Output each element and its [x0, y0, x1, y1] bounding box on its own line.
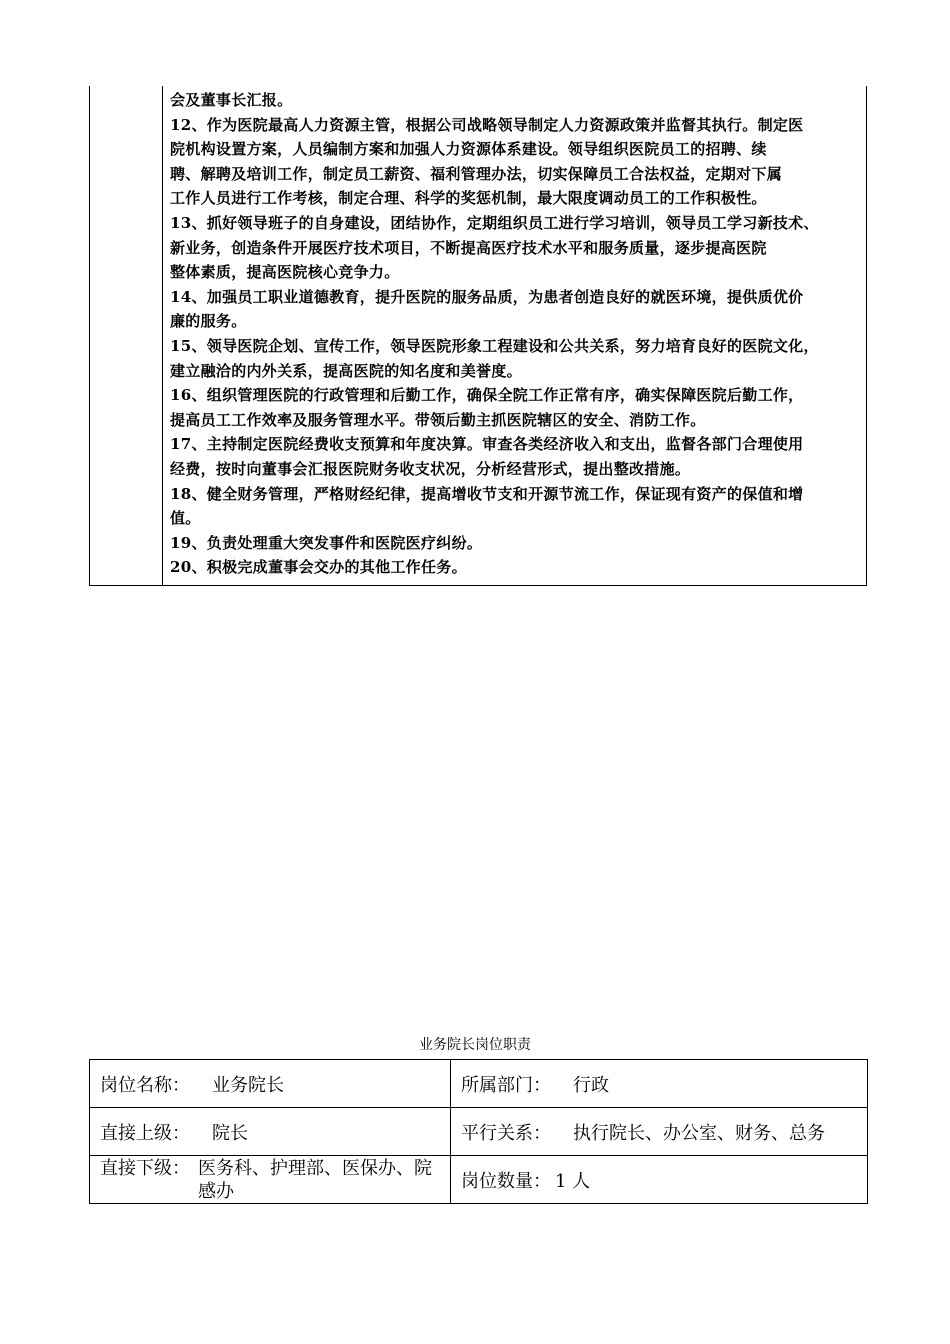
duties-table — [89, 86, 867, 586]
post-name-value: 业务院长 — [212, 1074, 284, 1096]
count-cell — [451, 1156, 868, 1204]
position-info-table — [89, 1059, 868, 1204]
superior-value: 院长 — [212, 1122, 248, 1144]
parallel-cell — [451, 1108, 868, 1156]
subordinate-value: 医务科、护理部、医保办、院感办 — [198, 1157, 432, 1202]
count-label: 岗位数量： — [461, 1170, 551, 1192]
post-name-cell — [90, 1060, 451, 1108]
duty-line: 19、负责处理重大突发事件和医院医疗纠纷。 — [170, 533, 483, 552]
duty-line: 18、健全财务管理，严格财经纪律，提高增收节支和开源节流工作，保证现有资产的保值和增 — [170, 484, 804, 503]
duties-label-cell — [90, 86, 163, 585]
duty-line: 值。 — [170, 509, 201, 528]
duty-line: 14、加强员工职业道德教育，提升医院的服务品质，为患者创造良好的就医环境，提供质优价 — [170, 287, 804, 306]
subordinate-cell — [90, 1156, 451, 1204]
department-label: 所属部门： — [461, 1074, 551, 1096]
duty-line: 聘、解聘及培训工作，制定员工薪资、福利管理办法，切实保障员工合法权益，定期对下属 — [170, 164, 783, 183]
parallel-value: 执行院长、办公室、财务、总务 — [573, 1122, 825, 1144]
duty-line: 提高员工工作效率及服务管理水平。带领后勤主抓医院辖区的安全、消防工作。 — [170, 410, 706, 429]
parallel-label: 平行关系： — [461, 1122, 551, 1144]
duty-line: 17、主持制定医院经费收支预算和年度决算。审查各类经济收入和支出，监督各部门合理使用 — [170, 435, 804, 454]
duty-line: 20、积极完成董事会交办的其他工作任务。 — [170, 558, 467, 577]
duty-line: 13、抓好领导班子的自身建设，团结协作，定期组织员工进行学习培训，领导员工学习新技术、 — [170, 213, 819, 232]
superior-cell — [90, 1108, 451, 1156]
duty-line: 工作人员进行工作考核，制定合理、科学的奖惩机制，最大限度调动员工的工作积极性。 — [170, 189, 767, 208]
duty-line: 整体素质，提高医院核心竞争力。 — [170, 263, 400, 282]
department-cell — [451, 1060, 868, 1108]
duty-line: 会及董事长汇报。 — [170, 91, 293, 109]
post-name-label: 岗位名称： — [100, 1074, 190, 1096]
duty-line: 新业务，创造条件开展医疗技术项目，不断提高医疗技术水平和服务质量，逐步提高医院 — [170, 238, 767, 257]
duty-line: 12、作为医院最高人力资源主管，根据公司战略领导制定人力资源政策并监督其执行。制定医 — [170, 115, 804, 134]
subordinate-label: 直接下级： — [100, 1157, 190, 1179]
duty-line: 经费，按时向董事会汇报医院财务收支状况，分析经营形式，提出整改措施。 — [170, 459, 691, 478]
duties-list — [170, 88, 862, 580]
department-value: 行政 — [573, 1074, 609, 1096]
table-row — [90, 1108, 868, 1156]
table-row — [90, 1060, 868, 1108]
superior-label: 直接上级： — [100, 1122, 190, 1144]
duty-line: 建立融洽的内外关系，提高医院的知名度和美誉度。 — [170, 361, 522, 380]
duty-line: 16、组织管理医院的行政管理和后勤工作，确保全院工作正常有序，确实保障医院后勤工作， — [170, 386, 804, 405]
duty-line: 院机构设置方案，人员编制方案和加强人力资源体系建设。领导组织医院员工的招聘、续 — [170, 140, 767, 159]
duty-line: 廉的服务。 — [170, 312, 247, 331]
document-title: 业务院长岗位职责 — [419, 1037, 531, 1053]
duty-line: 15、领导医院企划、宣传工作，领导医院形象工程建设和公共关系，努力培育良好的医院文化， — [170, 336, 819, 355]
count-value: 1 人 — [555, 1170, 591, 1192]
table-row — [90, 1156, 868, 1204]
